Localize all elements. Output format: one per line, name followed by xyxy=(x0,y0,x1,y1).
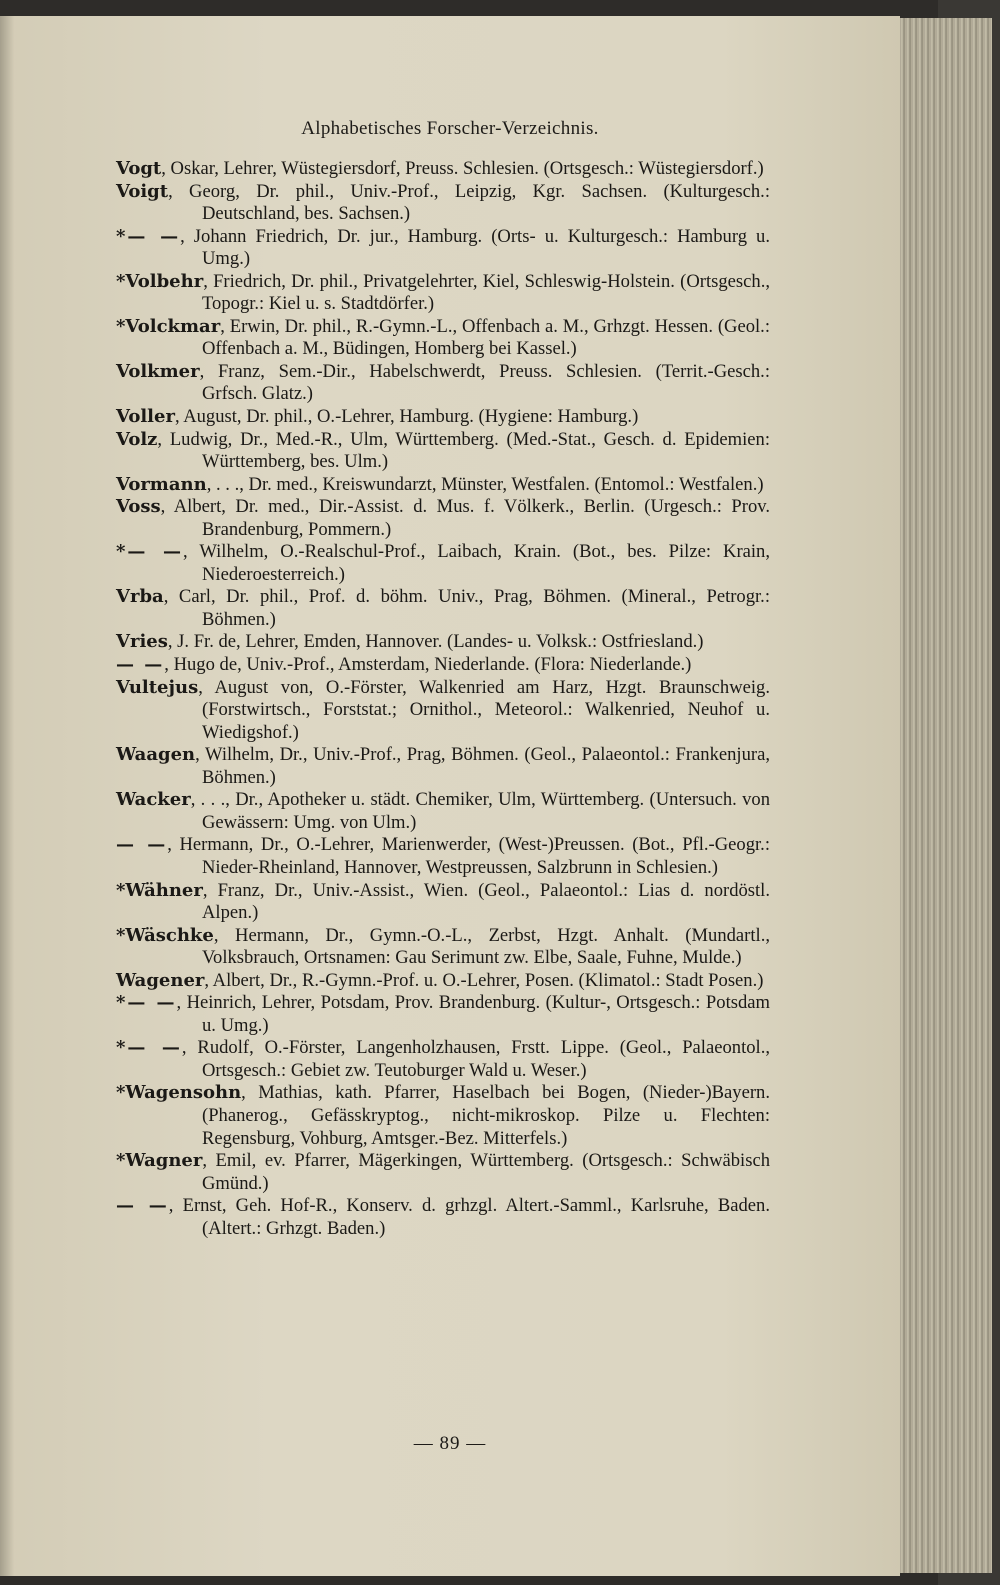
directory-entry xyxy=(116,880,770,925)
entry-surname: Voller xyxy=(116,406,175,428)
directory-entry xyxy=(116,654,770,677)
page-stack-edge xyxy=(888,18,992,1573)
entry-surname: Vries xyxy=(116,631,168,653)
entry-details: , Emil, ev. Pfarrer, Mägerkingen, Württemberg. (Ortsgesch.: Schwäbisch Gmünd.) xyxy=(202,1150,770,1194)
entry-surname: Voss xyxy=(116,496,161,518)
directory-entry xyxy=(116,834,770,879)
entry-surname: Volz xyxy=(116,428,158,450)
directory-entry xyxy=(116,158,770,181)
directory-entry xyxy=(116,1195,770,1240)
entry-details: , . . ., Dr., Apotheker u. städt. Chemiker, Ulm, Württemberg. (Untersuch. von Gewässern: Umg. von Ulm.) xyxy=(190,789,770,833)
directory-entry xyxy=(116,181,770,226)
directory-entry xyxy=(116,992,770,1037)
directory-entry xyxy=(116,496,770,541)
page-gutter-shadow xyxy=(0,16,14,1576)
entry-details: , August, Dr. phil., O.-Lehrer, Hamburg. (Hygiene: Hamburg.) xyxy=(174,406,639,428)
entry-details: , Mathias, kath. Pfarrer, Haselbach bei Bogen, (Nieder-)Bayern. (Phanerog., Gefässkryptog., nicht-mikroskop. Pilze u. Flechten: Regensburg, Vohburg, Amtsger.-Bez. Mitterfels.) xyxy=(202,1082,770,1149)
entry-details: , J. Fr. de, Lehrer, Emden, Hannover. (Landes- u. Volksk.: Ostfriesland.) xyxy=(167,631,704,653)
entry-surname: *— — xyxy=(116,1037,182,1059)
directory-entry xyxy=(116,316,770,361)
page-number: — 89 — xyxy=(413,1433,487,1454)
directory-entry xyxy=(116,631,770,654)
entry-details: , Heinrich, Lehrer, Potsdam, Prov. Brandenburg. (Kultur-, Ortsgesch.: Potsdam u. Umg.) xyxy=(176,992,770,1036)
entry-details: , Erwin, Dr. phil., R.-Gymn.-L., Offenbach a. M., Grhzgt. Hessen. (Geol.: Offenbach a. M., Büdingen, Homberg bei Kassel.) xyxy=(202,315,770,360)
entry-surname: Vrba xyxy=(116,586,164,608)
directory-entry xyxy=(116,406,770,429)
entry-details: , Friedrich, Dr. phil., Privatgelehrter, Kiel, Schleswig-Holstein. (Ortsgesch., Topogr.: Kiel u. s. Stadtdörfer.) xyxy=(202,270,770,315)
entry-surname: Wacker xyxy=(116,789,191,811)
directory-entry xyxy=(116,474,770,497)
entry-surname: Wagener xyxy=(116,969,205,991)
directory-entries xyxy=(116,158,770,1240)
entry-surname: *Wähner xyxy=(116,879,203,901)
entry-details: , Franz, Sem.-Dir., Habelschwerdt, Preuss. Schlesien. (Territ.-Gesch.: Grfsch. Glatz.) xyxy=(199,360,770,405)
entry-details: , Wilhelm, O.-Realschul-Prof., Laibach, Krain. (Bot., bes. Pilze: Krain, Niederoesterreich.) xyxy=(183,541,770,585)
entry-details: , Hermann, Dr., O.-Lehrer, Marienwerder, (West-)Preussen. (Bot., Pfl.-Geogr.: Nieder-Rheinland, Hannover, Westpreussen, Salzbrunn in Schlesien.) xyxy=(167,834,770,878)
entry-details: , Franz, Dr., Univ.-Assist., Wien. (Geol., Palaeontol.: Lias d. nordöstl. Alpen.) xyxy=(202,879,770,924)
directory-entry xyxy=(116,1150,770,1195)
directory-entry xyxy=(116,1082,770,1150)
directory-entry xyxy=(116,541,770,586)
entry-details: , Rudolf, O.-Förster, Langenholzhausen, Frstt. Lippe. (Geol., Palaeontol., Ortsgesch.: Gebiet zw. Teutoburger Wald u. Weser.) xyxy=(181,1037,770,1081)
entry-surname: *— — xyxy=(116,541,184,563)
entry-details: , Hugo de, Univ.-Prof., Amsterdam, Niederlande. (Flora: Niederlande.) xyxy=(164,654,692,676)
entry-details: , . . ., Dr. med., Kreiswundarzt, Münster, Westfalen. (Entomol.: Westfalen.) xyxy=(206,473,764,495)
entry-surname: — — xyxy=(116,654,165,676)
entry-surname: Waagen xyxy=(116,744,196,766)
entry-details: , Georg, Dr. phil., Univ.-Prof., Leipzig, Kgr. Sachsen. (Kulturgesch.: Deutschland, bes. Sachsen.) xyxy=(168,180,770,225)
entry-details: , Albert, Dr. med., Dir.-Assist. d. Mus. f. Völkerk., Berlin. (Urgesch.: Prov. Brandenburg, Pommern.) xyxy=(160,496,770,540)
directory-entry xyxy=(116,226,770,271)
entry-surname: Vormann xyxy=(116,473,207,495)
entry-surname: *Wagner xyxy=(116,1150,203,1172)
entry-surname: Vogt xyxy=(116,158,162,179)
entry-surname: Vultejus xyxy=(116,676,199,698)
entry-surname: Volkmer xyxy=(116,360,200,382)
directory-entry xyxy=(116,271,770,316)
entry-surname: *Volckmar xyxy=(116,315,221,337)
directory-entry xyxy=(116,744,770,789)
entry-details: , Ernst, Geh. Hof-R., Konserv. d. grhzgl. Altert.-Samml., Karlsruhe, Baden. (Altert.: Grhzgt. Baden.) xyxy=(168,1195,770,1239)
directory-entry xyxy=(116,361,770,406)
entry-details: , Johann Friedrich, Dr. jur., Hamburg. (Orts- u. Kulturgesch.: Hamburg u. Umg.) xyxy=(180,225,770,270)
directory-entry xyxy=(116,677,770,745)
entry-surname: Voigt xyxy=(116,180,169,202)
directory-entry xyxy=(116,925,770,970)
entry-surname: — — xyxy=(116,834,168,856)
directory-entry xyxy=(116,970,770,993)
entry-surname: *— — xyxy=(116,225,181,247)
entry-details: , Wilhelm, Dr., Univ.-Prof., Prag, Böhmen. (Geol., Palaeontol.: Frankenjura, Böhmen.) xyxy=(195,744,770,788)
directory-entry xyxy=(116,429,770,474)
entry-details: , Ludwig, Dr., Med.-R., Ulm, Württemberg. (Med.-Stat., Gesch. d. Epidemien: Württemberg, bes. Ulm.) xyxy=(157,428,770,473)
entry-details: , Hermann, Dr., Gymn.-O.-L., Zerbst, Hzgt. Anhalt. (Mundartl., Volksbrauch, Ortsnamen: Gau Serimunt zw. Elbe, Saale, Fuhne, Mulde.) xyxy=(202,924,770,969)
running-head: Alphabetisches Forscher-Verzeichnis. xyxy=(301,118,599,139)
entry-details: , August von, O.-Förster, Walkenried am Harz, Hzgt. Braunschweig. (Forstwirtsch., Forststat.; Ornithol., Meteorol.: Walkenried, Neuhof u. Wiedigshof.) xyxy=(198,676,770,743)
entry-surname: *Wagensohn xyxy=(116,1082,242,1104)
entry-surname: — — xyxy=(116,1195,169,1217)
directory-entry xyxy=(116,1037,770,1082)
entry-surname: *Wäschke xyxy=(116,924,214,946)
directory-entry xyxy=(116,586,770,631)
entry-surname: *— — xyxy=(116,992,177,1014)
entry-details: , Carl, Dr. phil., Prof. d. böhm. Univ., Prag, Böhmen. (Mineral., Petrogr.: Böhmen.) xyxy=(163,586,770,630)
entry-details: , Albert, Dr., R.-Gymn.-Prof. u. O.-Lehrer, Posen. (Klimatol.: Stadt Posen.) xyxy=(204,969,764,991)
directory-entry xyxy=(116,789,770,834)
entry-details: , Oskar, Lehrer, Wüstegiersdorf, Preuss. Schlesien. (Ortsgesch.: Wüstegiersdorf.) xyxy=(161,158,764,179)
entry-surname: *Volbehr xyxy=(116,270,204,292)
